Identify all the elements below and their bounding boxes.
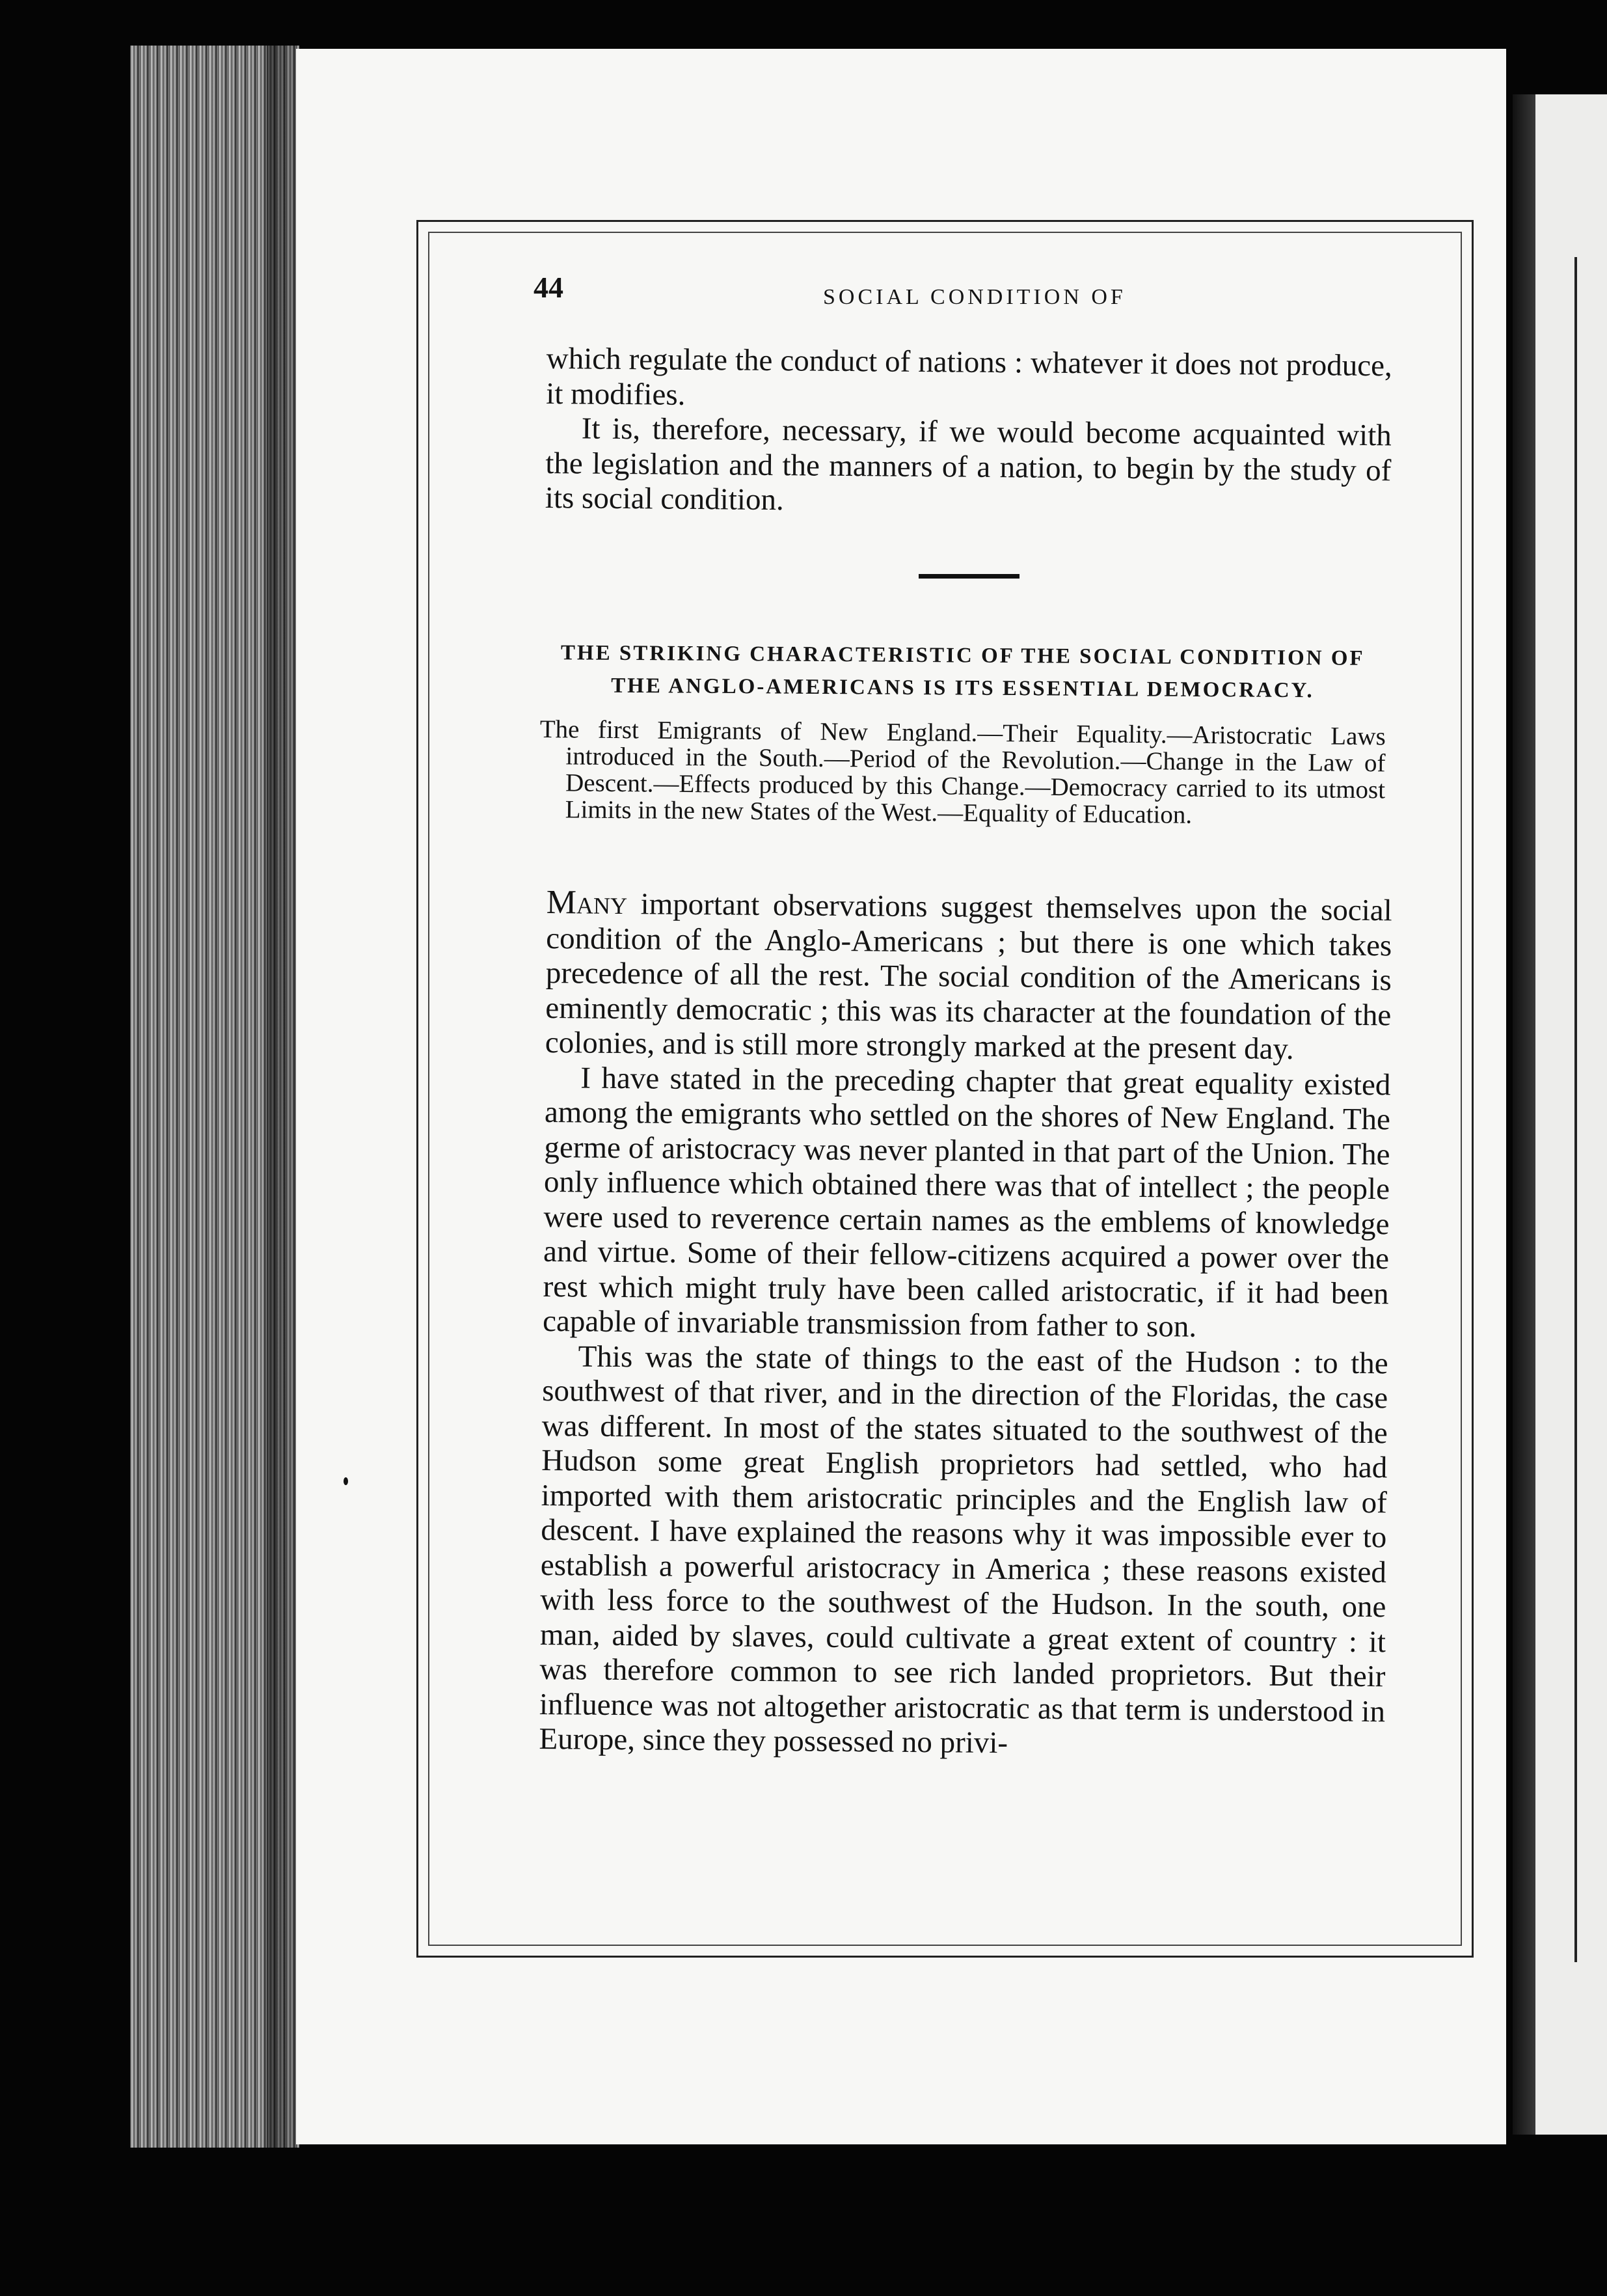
lead-word: Many <box>546 884 628 922</box>
scan-speck <box>344 1477 348 1485</box>
section-separator-rule <box>919 574 1020 579</box>
body-paragraph-3: This was the state of things to the east of the Hudson : to the southwest of that river, and in the direction of the Floridas, the case was different. In most of the states situated to the southwest of the Hudson some great English proprietors had settled, who had imported with them aristocratic principles and the English law of descent. I have explained the reasons why it was impossible ever to establish a powerful aristocracy in America ; these reasons existed with less force to the southwest of the Hudson. In the south, one man, aided by slaves, could cultivate a great extent of country : it was therefore common to see rich landed proprietors. But their influence was not altogether aristocratic as that term is understood in Europe, since they possessed no privi- <box>539 1339 1388 1760</box>
running-head: SOCIAL CONDITION OF <box>823 285 1126 309</box>
chapter-heading: THE STRIKING CHARACTERISTIC OF THE SOCIAL CONDITION OF THE ANGLO-AMERICANS IS ITS ESSENTIAL DEMOCRACY. <box>560 641 1365 703</box>
summary-text: The first Emigrants of New England.—Their Equality.—Aristocratic Laws introduced in the South.—Period of the Revolution.—Change in the Law of Descent.—Effects produced by this Change.—Democracy carried to its utmost Limits in the new States of the West.—Equality of Education. <box>539 715 1386 829</box>
page-number: 44 <box>533 271 563 304</box>
facing-page <box>1535 94 1607 2135</box>
body-paragraph-1 <box>545 885 1392 1068</box>
opening-paragraph-2: It is, therefore, necessary, if we would become acquainted with the legislation and the manners of a nation, to begin by the study of its social condition. <box>545 411 1392 517</box>
chapter-body <box>539 885 1392 1764</box>
opening-paragraphs <box>545 342 1392 523</box>
opening-paragraph-1: which regulate the conduct of nations : whatever it does not produce, it modifies. <box>546 342 1392 412</box>
chapter-summary <box>539 716 1386 830</box>
body-paragraph-1-text: important observations suggest themselves upon the social condition of the Anglo-Americans ; but there is one which takes precedence of all the rest. The social condition of the Americans is eminently democratic ; this was its character at the foundation of the colonies, and is still more strongly marked at the present day. <box>545 887 1392 1067</box>
body-paragraph-2: I have stated in the preceding chapter that great equality existed among the emigrants who settled on the shores of New England. The germe of aristocracy was never planted in that part of the Union. The only influence which obtained there was that of intellect ; the people were used to reverence certain names as the emblems of knowledge and virtue. Some of their fellow-citizens acquired a power over the rest which might truly have been called aristocratic, if it had been capable of invariable transmission from father to son. <box>542 1060 1391 1344</box>
facing-page-border <box>1574 257 1577 1962</box>
